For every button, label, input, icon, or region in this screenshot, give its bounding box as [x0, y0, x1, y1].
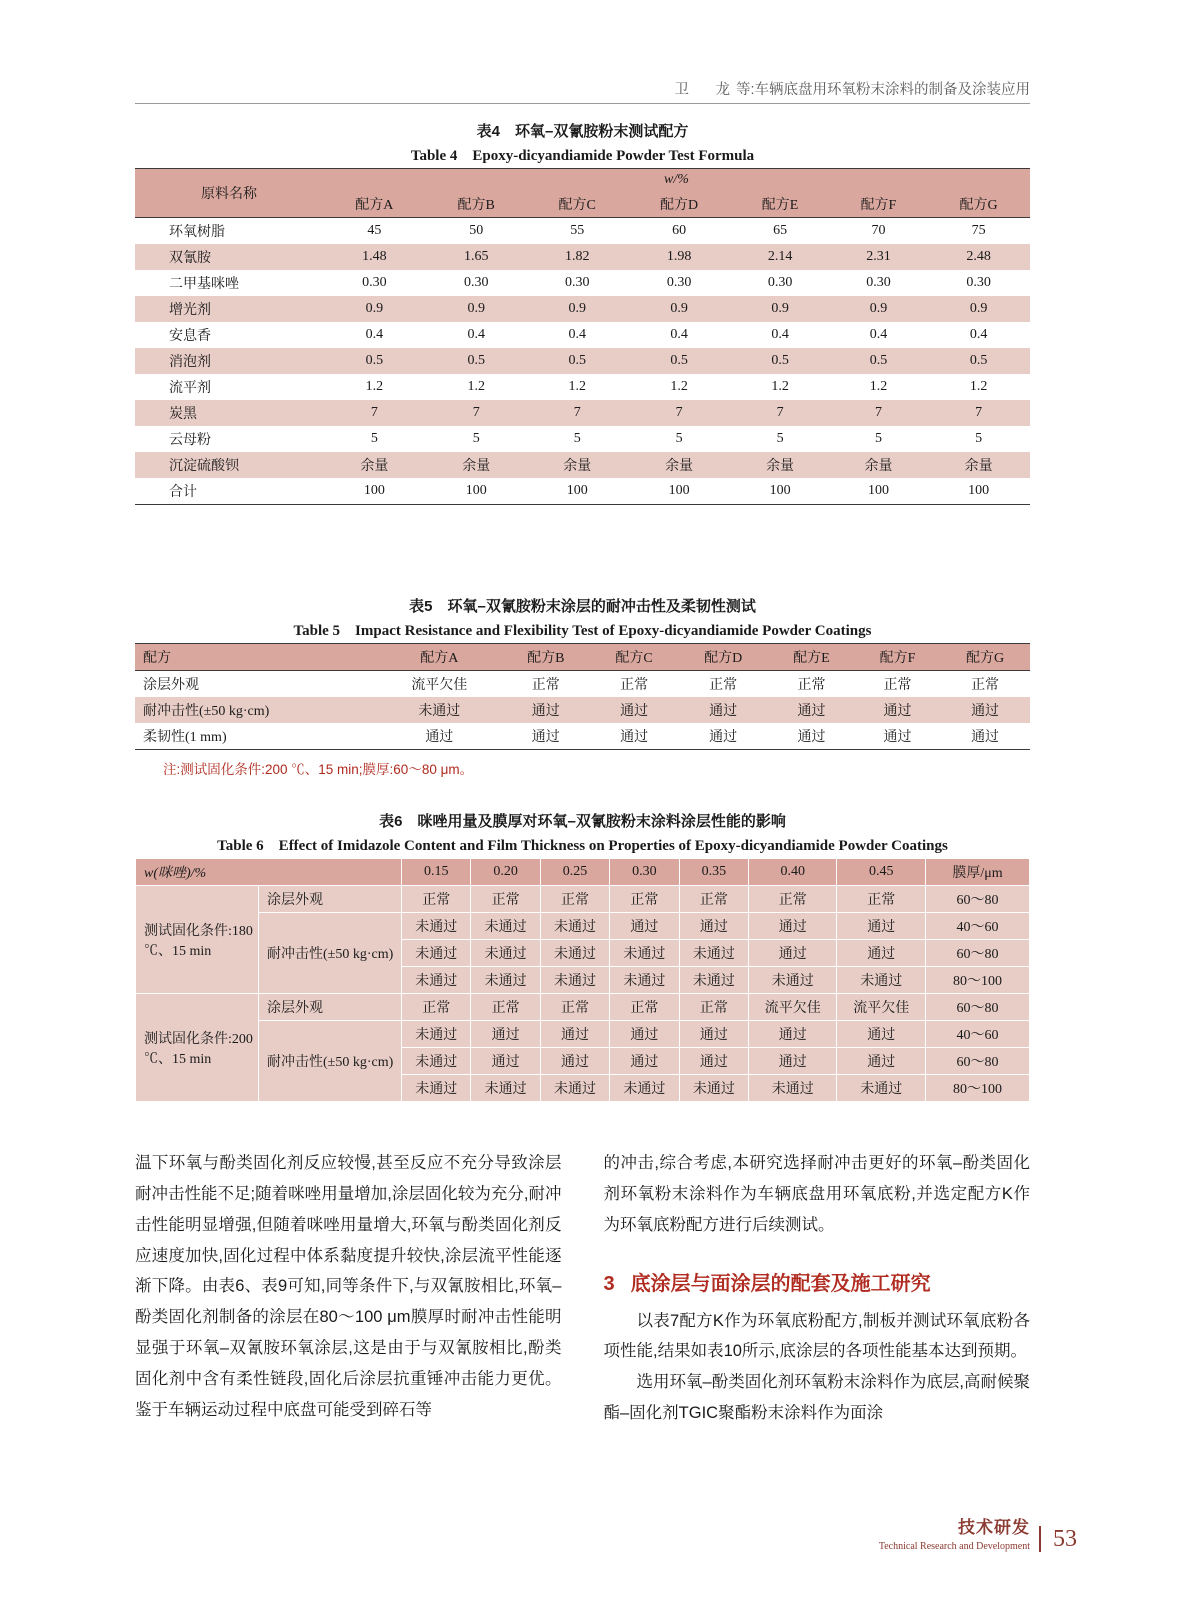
cell: 通过 — [531, 704, 560, 719]
cell: 7 — [975, 405, 983, 420]
group-condition: 测试固化条件:200 ℃、15 min — [136, 994, 259, 1102]
footer-brand-cn: 技术研发 — [958, 1518, 1030, 1537]
table6-col-header: 0.35 — [679, 859, 748, 886]
cell: 0.30 — [966, 275, 991, 290]
table6-col-header: 0.30 — [610, 859, 679, 886]
cell: 5 — [573, 431, 581, 446]
row-prop: 涂层外观 — [259, 886, 402, 913]
cell: 0.9 — [568, 301, 586, 316]
cell: 通过 — [883, 730, 912, 745]
cell: 0.9 — [365, 301, 384, 316]
cell: 通过 — [531, 730, 560, 745]
cell: 1.2 — [869, 379, 888, 394]
cell: 0.30 — [767, 275, 793, 290]
cell: 正常 — [471, 994, 540, 1021]
cell: 通过 — [620, 704, 649, 719]
cell: 60 — [672, 223, 687, 238]
table4-col-header: 配方B — [457, 198, 495, 213]
cell: 余量 — [665, 459, 694, 474]
cell: 未通过 — [471, 967, 540, 994]
cell: 未通过 — [610, 940, 679, 967]
cell: 0.30 — [666, 275, 692, 290]
cell: 未通过 — [540, 913, 609, 940]
table4-caption-cn: 表4 环氧–双氰胺粉末测试配方 — [476, 123, 689, 140]
cell: 正常 — [540, 994, 609, 1021]
cell: 正常 — [402, 994, 471, 1021]
table5 — [135, 643, 1030, 750]
table6-caption — [135, 810, 1030, 858]
table6-col-header: 0.40 — [749, 859, 837, 886]
footer-brand-en: Technical Research and Development — [878, 1541, 1030, 1552]
table6 — [135, 858, 1030, 1102]
cell: 正常 — [679, 994, 748, 1021]
cell: 2.31 — [866, 249, 891, 264]
cell: 通过 — [471, 1048, 540, 1075]
table6-header-right: 膜厚/μm — [926, 859, 1030, 886]
group-condition: 测试固化条件:180 ℃、15 min — [136, 886, 259, 994]
table4-col-header: 配方A — [355, 198, 394, 213]
section-heading — [604, 1267, 1031, 1296]
table-row — [135, 697, 1030, 723]
cell: 通过 — [837, 913, 926, 940]
table4-caption-en: Table 4 Epoxy-dicyandiamide Powder Test Formula — [410, 148, 755, 164]
table4-block — [135, 120, 1030, 505]
cell: 0.30 — [463, 275, 489, 290]
section-title: 底涂层与面涂层的配套及施工研究 — [630, 1272, 931, 1295]
cell: 5 — [975, 431, 983, 446]
cell: 55 — [570, 223, 585, 238]
cell: 未通过 — [610, 967, 679, 994]
table4-col-header: 配方G — [959, 198, 998, 213]
cell: 通过 — [749, 1048, 837, 1075]
cell: 通过 — [679, 1048, 748, 1075]
table5-col0-header: 配方 — [143, 651, 171, 666]
cell: 未通过 — [540, 1075, 609, 1102]
cell: 正常 — [749, 886, 837, 913]
cell: 未通过 — [837, 967, 926, 994]
table-row — [135, 671, 1030, 698]
cell: 通过 — [837, 1048, 926, 1075]
cell: 5 — [472, 431, 480, 446]
table-row — [135, 296, 1030, 322]
cell: 0.4 — [771, 327, 789, 342]
running-head-author: 卫 龙 — [674, 82, 736, 98]
cell: 通过 — [540, 1048, 609, 1075]
cell: 正常 — [620, 678, 649, 693]
cell: 65 — [773, 223, 788, 238]
cell: 通过 — [709, 704, 738, 719]
table-row — [135, 270, 1030, 296]
table5-col-header: 配方A — [420, 651, 459, 666]
row-label: 云母粉 — [169, 433, 211, 448]
table6-block — [135, 810, 1030, 1102]
row-label: 柔韧性(1 mm) — [143, 730, 227, 745]
body-columns — [135, 1148, 1030, 1429]
cell: 通过 — [749, 940, 837, 967]
cell: 正常 — [471, 886, 540, 913]
cell: 正常 — [679, 886, 748, 913]
cell: 0.5 — [969, 353, 988, 368]
cell: 余量 — [766, 459, 795, 474]
cell: 0.9 — [467, 301, 485, 316]
cell-thickness: 60～80 — [926, 1048, 1030, 1075]
footer-brand — [879, 1513, 1030, 1552]
table5-header-row — [135, 644, 1030, 671]
cell: 未通过 — [540, 967, 609, 994]
cell: 正常 — [797, 678, 826, 693]
row-prop: 耐冲击性(±50 kg·cm) — [259, 913, 402, 994]
table6-col-header: 0.25 — [540, 859, 609, 886]
cell: 正常 — [610, 886, 679, 913]
table4-col-header: 配方E — [761, 198, 799, 213]
cell: 0.4 — [869, 327, 888, 342]
cell: 未通过 — [540, 940, 609, 967]
table6-caption-cn: 表6 咪唑用量及膜厚对环氧–双氰胺粉末涂料涂层性能的影响 — [379, 813, 786, 830]
cell: 流平欠佳 — [411, 678, 468, 693]
table-row — [136, 994, 1030, 1021]
cell: 通过 — [797, 730, 826, 745]
cell: 0.9 — [670, 301, 688, 316]
cell: 未通过 — [471, 940, 540, 967]
cell: 通过 — [679, 1021, 748, 1048]
cell: 7 — [675, 405, 683, 420]
table5-col-header: 配方F — [879, 651, 916, 666]
cell: 通过 — [749, 1021, 837, 1048]
cell: 75 — [971, 223, 986, 238]
cell: 0.9 — [771, 301, 789, 316]
table4-col-header: 配方D — [660, 198, 699, 213]
cell: 通过 — [749, 913, 837, 940]
table4-col-header: 配方C — [558, 198, 596, 213]
table-row — [135, 348, 1030, 374]
cell: 流平欠佳 — [749, 994, 837, 1021]
cell: 未通过 — [402, 913, 471, 940]
cell: 0.4 — [568, 327, 586, 342]
cell: 余量 — [462, 459, 491, 474]
cell: 0.5 — [771, 353, 789, 368]
table6-col-header: 0.20 — [471, 859, 540, 886]
cell: 未通过 — [837, 1075, 926, 1102]
cell: 5 — [776, 431, 784, 446]
cell: 正常 — [709, 678, 738, 693]
table4-header-row-1 — [135, 169, 1030, 192]
cell: 正常 — [402, 886, 471, 913]
table4-caption — [135, 120, 1030, 168]
cell: 0.4 — [365, 327, 384, 342]
cell: 5 — [370, 431, 378, 446]
cell: 1.2 — [467, 379, 485, 394]
cell: 通过 — [425, 730, 454, 745]
cell: 0.5 — [467, 353, 485, 368]
table-row — [135, 374, 1030, 400]
row-label: 消泡剂 — [169, 355, 211, 370]
cell: 正常 — [883, 678, 912, 693]
row-label: 安息香 — [169, 329, 211, 344]
table-row — [135, 322, 1030, 348]
table5-col-header: 配方D — [704, 651, 743, 666]
cell: 100 — [769, 483, 791, 498]
running-head — [135, 78, 1030, 99]
table5-col-header: 配方C — [615, 651, 653, 666]
cell: 0.4 — [467, 327, 485, 342]
cell: 通过 — [540, 1021, 609, 1048]
cell: 50 — [469, 223, 484, 238]
table-row — [135, 452, 1030, 478]
cell: 通过 — [837, 1021, 926, 1048]
cell: 100 — [867, 483, 889, 498]
row-label: 炭黑 — [169, 407, 197, 422]
row-prop: 涂层外观 — [259, 994, 402, 1021]
cell-thickness: 80～100 — [926, 1075, 1030, 1102]
cell: 未通过 — [679, 1075, 748, 1102]
row-label: 流平剂 — [169, 381, 211, 396]
table4-unit-header: w/% — [664, 172, 689, 187]
cell: 1.82 — [564, 249, 590, 264]
paragraph-right-2: 以表7配方K作为环氧底粉配方,制板并测试环氧底粉各项性能,结果如表10所示,底涂层的各项性能基本达到预期。 — [603, 1311, 1030, 1361]
cell: 通过 — [471, 1021, 540, 1048]
table4-col0-header: 原料名称 — [201, 187, 257, 202]
cell: 2.48 — [966, 249, 991, 264]
table6-col-header: 0.15 — [402, 859, 471, 886]
cell: 1.2 — [969, 379, 988, 394]
cell: 0.30 — [564, 275, 590, 290]
cell: 未通过 — [679, 967, 748, 994]
row-label: 环氧树脂 — [169, 225, 225, 240]
table6-header-row — [136, 859, 1030, 886]
cell: 7 — [874, 405, 882, 420]
cell: 未通过 — [471, 913, 540, 940]
cell: 1.48 — [362, 249, 387, 264]
cell: 7 — [573, 405, 581, 420]
cell: 通过 — [620, 730, 649, 745]
table5-caption-cn: 表5 环氧–双氰胺粉末涂层的耐冲击性及柔韧性测试 — [409, 598, 756, 615]
cell: 0.5 — [670, 353, 688, 368]
cell: 45 — [367, 223, 382, 238]
cell: 0.4 — [670, 327, 688, 342]
cell: 余量 — [563, 459, 592, 474]
cell: 未通过 — [679, 940, 748, 967]
cell: 1.2 — [365, 379, 384, 394]
cell: 通过 — [837, 940, 926, 967]
table-row — [136, 886, 1030, 913]
row-label: 耐冲击性(±50 kg·cm) — [143, 704, 270, 719]
cell: 7 — [472, 405, 480, 420]
table5-col-header: 配方B — [527, 651, 565, 666]
cell: 正常 — [971, 678, 1000, 693]
cell: 未通过 — [471, 1075, 540, 1102]
running-head-rule — [135, 103, 1030, 104]
cell-thickness: 80～100 — [926, 967, 1030, 994]
paragraph-left-1: 温下环氧与酚类固化剂反应较慢,甚至反应不充分导致涂层耐冲击性能不足;随着咪唑用量增加,涂层固化较为充分,耐冲击性能明显增强,但随着咪唑用量增大,环氧与酚类固化剂反应速度加快,固化过程中体系黏度提升较快,涂层流平性能逐渐下降。由表6、表9可知,同等条件下,与双氰胺相比,环氧–酚类固化剂制备的涂层在80～100 μm膜厚时耐冲击性能明显强于环氧–双氰胺环氧涂层,这是由于与双氰胺相比,酚类固化剂中含有柔性链段,固化后涂层抗重锤冲击能力更优。鉴于车辆运动过程中底盘可能受到碎石等 — [135, 1154, 562, 1419]
cell: 2.14 — [767, 249, 793, 264]
cell: 100 — [363, 483, 385, 498]
cell: 70 — [871, 223, 886, 238]
cell: 余量 — [864, 459, 893, 474]
cell: 通过 — [610, 913, 679, 940]
cell-thickness: 60～80 — [926, 886, 1030, 913]
page-number: 53 — [1039, 1526, 1077, 1552]
cell: 通过 — [679, 913, 748, 940]
cell: 100 — [968, 483, 990, 498]
cell: 1.2 — [670, 379, 688, 394]
table-row — [135, 218, 1030, 245]
table5-caption — [135, 595, 1030, 643]
cell: 未通过 — [749, 967, 837, 994]
cell: 通过 — [883, 704, 912, 719]
cell: 未通过 — [402, 940, 471, 967]
running-head-title: 等:车辆底盘用环氧粉末涂料的制备及涂装应用 — [735, 82, 1030, 98]
cell: 余量 — [360, 459, 389, 474]
cell: 流平欠佳 — [837, 994, 926, 1021]
cell: 0.30 — [866, 275, 891, 290]
cell-thickness: 60～80 — [926, 994, 1030, 1021]
table-row — [136, 913, 1030, 940]
cell: 通过 — [610, 1021, 679, 1048]
table4-col-header: 配方F — [860, 198, 897, 213]
row-label: 双氰胺 — [169, 251, 211, 266]
cell: 1.98 — [666, 249, 692, 264]
paragraph-right-1: 的冲击,综合考虑,本研究选择耐冲击更好的环氧–酚类固化剂环氧粉末涂料作为车辆底盘用环氧底粉,并选定配方K作为环氧底粉配方进行后续测试。 — [603, 1154, 1030, 1234]
row-label: 沉淀硫酸钡 — [169, 459, 239, 474]
cell-thickness: 40～60 — [926, 1021, 1030, 1048]
cell: 通过 — [971, 730, 1000, 745]
cell: 正常 — [837, 886, 926, 913]
cell: 正常 — [610, 994, 679, 1021]
cell: 未通过 — [402, 1021, 471, 1048]
cell: 1.2 — [771, 379, 789, 394]
cell: 0.9 — [969, 301, 988, 316]
cell: 100 — [668, 483, 690, 498]
cell: 5 — [874, 431, 882, 446]
cell: 5 — [675, 431, 683, 446]
cell: 1.65 — [463, 249, 489, 264]
table-row — [135, 426, 1030, 452]
left-column — [135, 1148, 562, 1429]
paragraph-right-3: 选用环氧–酚类固化剂环氧粉末涂料作为底层,高耐候聚酯–固化剂TGIC聚酯粉末涂料作为面涂 — [603, 1373, 1030, 1423]
cell: 0.5 — [869, 353, 888, 368]
cell: 1.2 — [568, 379, 586, 394]
cell-thickness: 40～60 — [926, 913, 1030, 940]
table6-header-left: w(咪唑)/% — [136, 859, 402, 886]
table-row — [136, 1021, 1030, 1048]
table6-caption-en: Table 6 Effect of Imidazole Content and Film Thickness on Properties of Epoxy-dicyandiamide Powder Coatings — [217, 838, 948, 854]
cell: 7 — [776, 405, 784, 420]
cell: 7 — [370, 405, 378, 420]
cell: 通过 — [610, 1048, 679, 1075]
cell: 0.30 — [362, 275, 387, 290]
row-label: 二甲基咪唑 — [169, 277, 239, 292]
cell: 100 — [566, 483, 588, 498]
cell: 未通过 — [402, 1075, 471, 1102]
cell: 未通过 — [402, 967, 471, 994]
cell: 未通过 — [402, 1048, 471, 1075]
cell: 0.5 — [568, 353, 586, 368]
row-label: 合计 — [169, 485, 197, 500]
cell: 正常 — [540, 886, 609, 913]
row-label: 增光剂 — [169, 303, 211, 318]
cell: 100 — [465, 483, 487, 498]
row-prop: 耐冲击性(±50 kg·cm) — [259, 1021, 402, 1102]
cell: 通过 — [971, 704, 1000, 719]
cell: 未通过 — [749, 1075, 837, 1102]
cell: 余量 — [964, 459, 993, 474]
section-number: 3 — [603, 1272, 615, 1295]
row-label: 涂层外观 — [143, 678, 199, 693]
table-row — [135, 400, 1030, 426]
cell: 0.4 — [969, 327, 988, 342]
table5-col-header: 配方G — [966, 651, 1005, 666]
table5-caption-en: Table 5 Impact Resistance and Flexibility Test of Epoxy-dicyandiamide Powder Coatings — [293, 623, 872, 639]
cell-thickness: 60～80 — [926, 940, 1030, 967]
table5-col-header: 配方E — [793, 651, 830, 666]
table5-block — [135, 595, 1030, 778]
cell: 未通过 — [610, 1075, 679, 1102]
table-row — [135, 244, 1030, 270]
table6-col-header: 0.45 — [837, 859, 926, 886]
cell: 正常 — [531, 678, 560, 693]
cell: 0.5 — [365, 353, 384, 368]
cell: 未通过 — [418, 704, 461, 719]
table5-note: 注:测试固化条件:200 ℃、15 min;膜厚:60～80 μm。 — [163, 762, 474, 777]
right-column — [604, 1148, 1031, 1429]
cell: 通过 — [797, 704, 826, 719]
cell: 通过 — [709, 730, 738, 745]
table4 — [135, 168, 1030, 505]
cell: 0.9 — [869, 301, 888, 316]
table-row — [135, 478, 1030, 505]
table-row — [135, 723, 1030, 750]
